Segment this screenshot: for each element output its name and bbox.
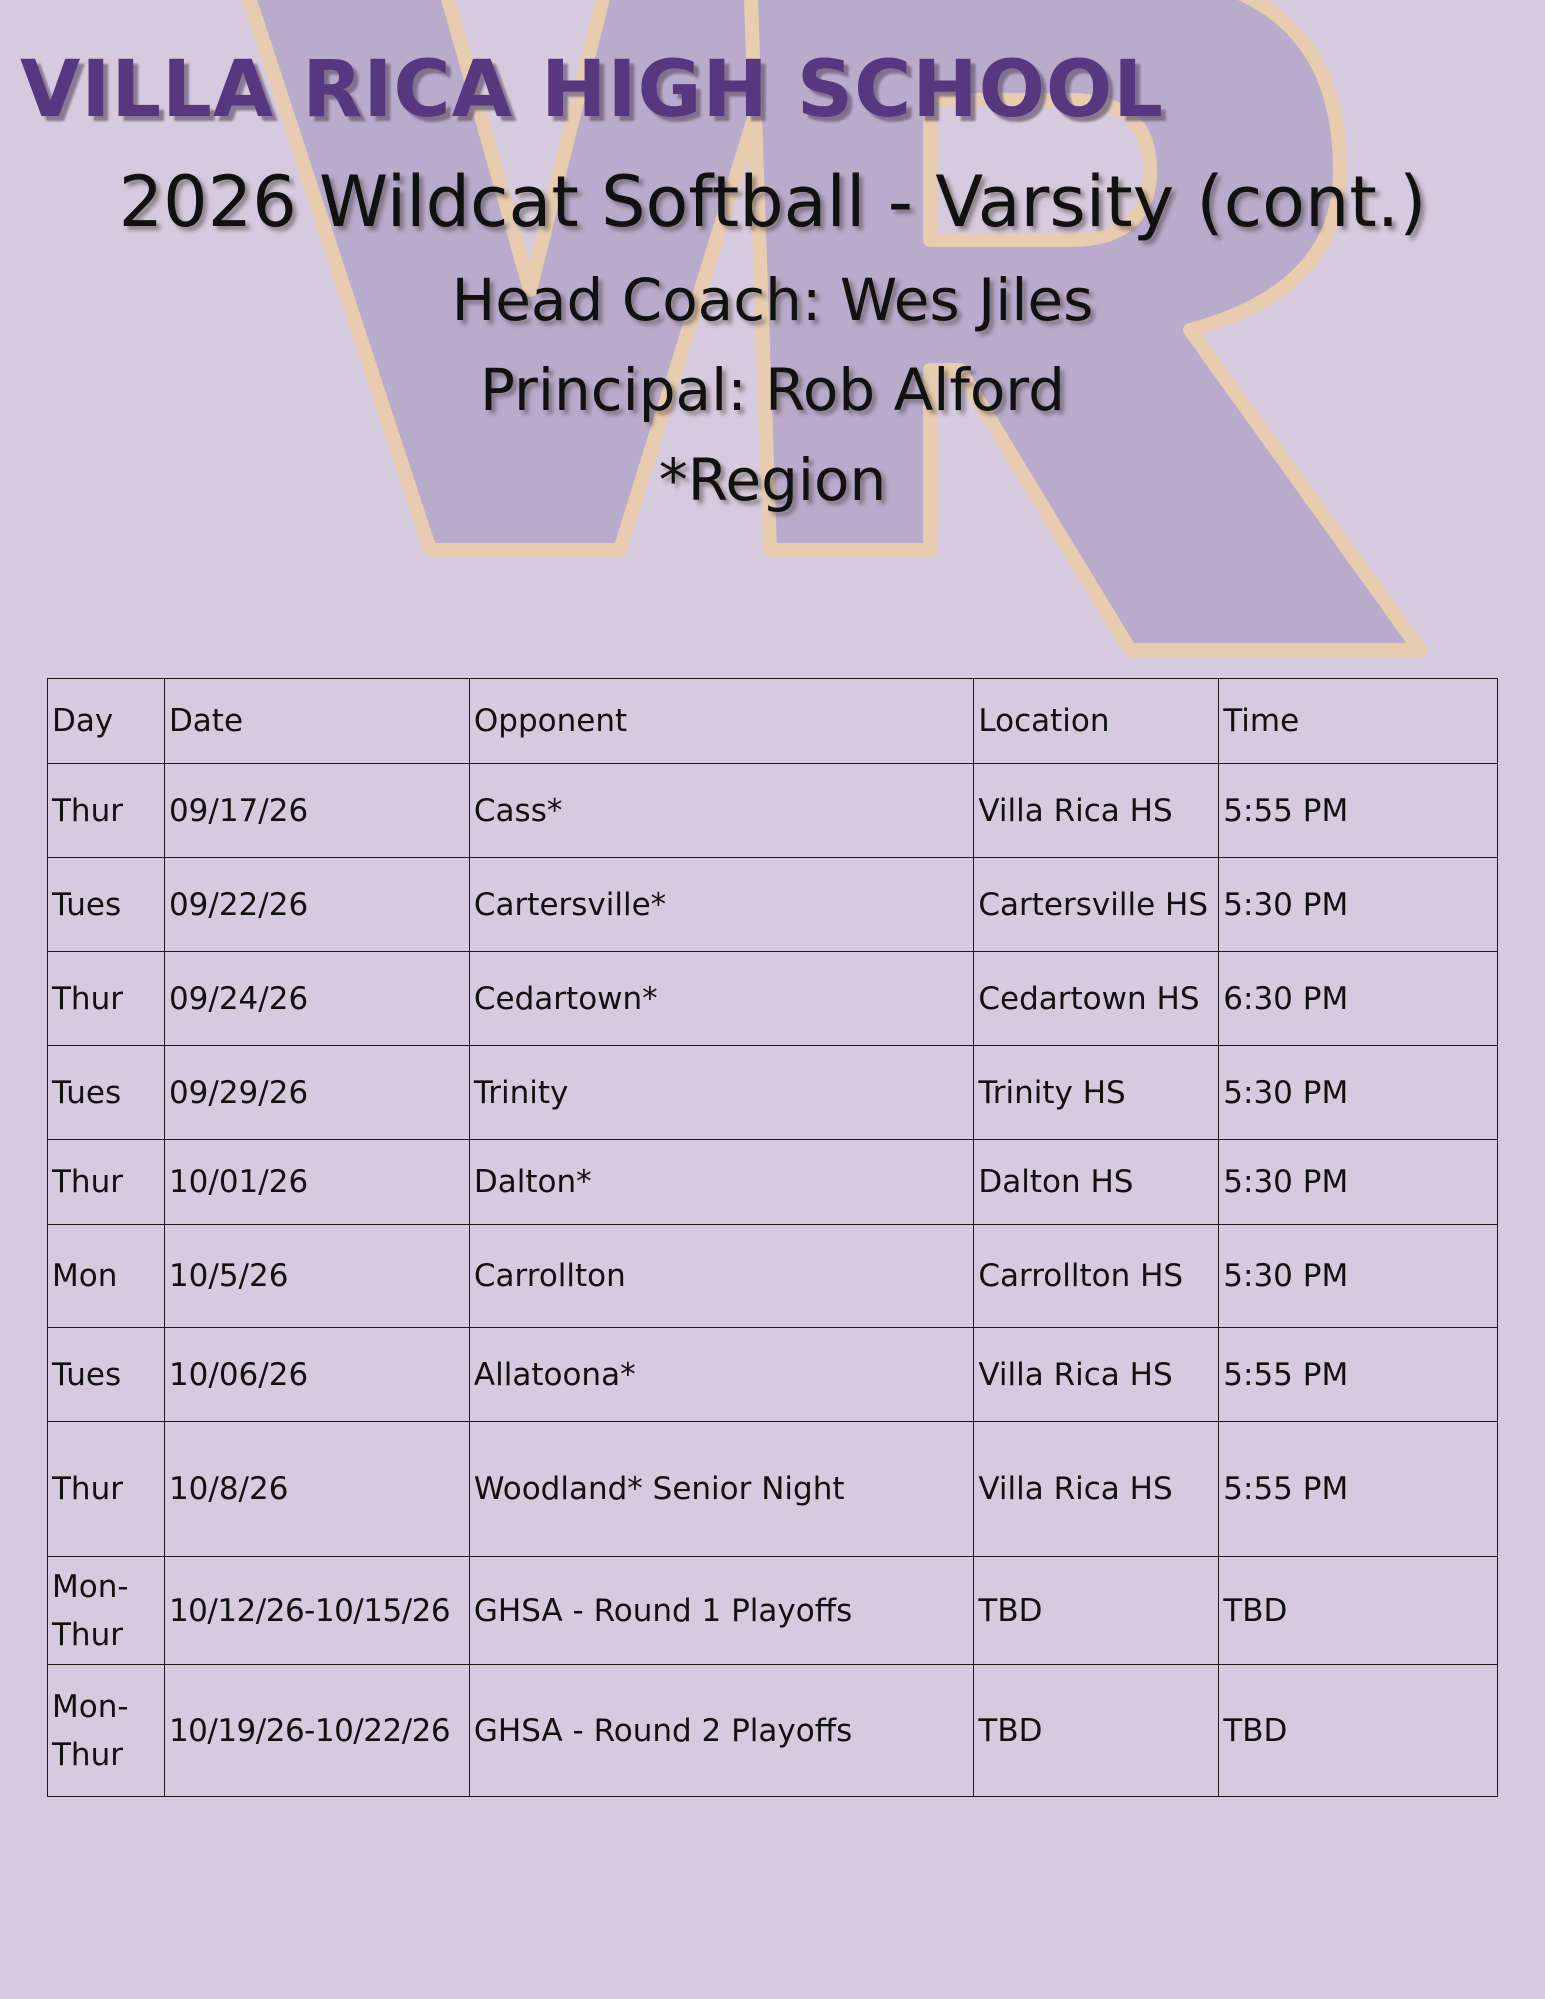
cell-date: 10/5/26 xyxy=(164,1225,469,1328)
cell-location: Carrollton HS xyxy=(974,1225,1219,1328)
region-note: *Region xyxy=(658,446,887,514)
cell-time: 5:30 PM xyxy=(1219,1046,1498,1140)
cell-time: 5:30 PM xyxy=(1219,858,1498,952)
cell-opponent: Cass* xyxy=(469,764,973,858)
cell-opponent: Dalton* xyxy=(469,1140,973,1225)
cell-time: TBD xyxy=(1219,1665,1498,1797)
table-header-row xyxy=(48,679,1498,764)
cell-opponent: GHSA - Round 1 Playoffs xyxy=(469,1557,973,1665)
cell-date: 09/17/26 xyxy=(164,764,469,858)
cell-day: Mon-Thur xyxy=(48,1665,165,1797)
cell-date: 09/29/26 xyxy=(164,1046,469,1140)
cell-location: Dalton HS xyxy=(974,1140,1219,1225)
cell-date: 10/01/26 xyxy=(164,1140,469,1225)
cell-location: Trinity HS xyxy=(974,1046,1219,1140)
table-row xyxy=(48,1557,1498,1665)
cell-opponent: Cedartown* xyxy=(469,952,973,1046)
cell-time: 5:30 PM xyxy=(1219,1225,1498,1328)
cell-date: 10/19/26-10/22/26 xyxy=(164,1665,469,1797)
cell-opponent: Trinity xyxy=(469,1046,973,1140)
cell-day: Thur xyxy=(48,1140,165,1225)
cell-location: Cartersville HS xyxy=(974,858,1219,952)
table-row xyxy=(48,1046,1498,1140)
cell-day: Tues xyxy=(48,1328,165,1422)
header-time: Time xyxy=(1219,679,1498,764)
table-row xyxy=(48,764,1498,858)
cell-day: Tues xyxy=(48,858,165,952)
cell-opponent: Carrollton xyxy=(469,1225,973,1328)
cell-time: 5:30 PM xyxy=(1219,1140,1498,1225)
cell-day: Thur xyxy=(48,764,165,858)
header-day: Day xyxy=(48,679,165,764)
cell-day: Thur xyxy=(48,952,165,1046)
cell-date: 09/22/26 xyxy=(164,858,469,952)
cell-location: TBD xyxy=(974,1665,1219,1797)
cell-date: 10/12/26-10/15/26 xyxy=(164,1557,469,1665)
cell-time: 6:30 PM xyxy=(1219,952,1498,1046)
cell-date: 10/06/26 xyxy=(164,1328,469,1422)
cell-opponent: Cartersville* xyxy=(469,858,973,952)
table-row xyxy=(48,952,1498,1046)
cell-day: Mon-Thur xyxy=(48,1557,165,1665)
cell-day: Mon xyxy=(48,1225,165,1328)
header-opponent: Opponent xyxy=(469,679,973,764)
cell-location: Cedartown HS xyxy=(974,952,1219,1046)
head-coach: Head Coach: Wes Jiles xyxy=(451,266,1094,334)
header-date: Date xyxy=(164,679,469,764)
cell-day: Tues xyxy=(48,1046,165,1140)
principal: Principal: Rob Alford xyxy=(480,356,1065,424)
header-location: Location xyxy=(974,679,1219,764)
cell-date: 10/8/26 xyxy=(164,1422,469,1557)
cell-day: Thur xyxy=(48,1422,165,1557)
table-row xyxy=(48,1328,1498,1422)
cell-time: TBD xyxy=(1219,1557,1498,1665)
school-name: VILLA RICA HIGH SCHOOL xyxy=(20,45,1164,135)
cell-opponent: GHSA - Round 2 Playoffs xyxy=(469,1665,973,1797)
table-row xyxy=(48,1422,1498,1557)
cell-time: 5:55 PM xyxy=(1219,1422,1498,1557)
cell-location: Villa Rica HS xyxy=(974,1328,1219,1422)
schedule-title: 2026 Wildcat Softball - Varsity (cont.) xyxy=(118,161,1427,243)
table-row xyxy=(48,858,1498,952)
cell-date: 09/24/26 xyxy=(164,952,469,1046)
table-row xyxy=(48,1225,1498,1328)
cell-location: Villa Rica HS xyxy=(974,1422,1219,1557)
cell-time: 5:55 PM xyxy=(1219,1328,1498,1422)
cell-opponent: Allatoona* xyxy=(469,1328,973,1422)
schedule-table xyxy=(47,678,1498,1797)
cell-opponent: Woodland* Senior Night xyxy=(469,1422,973,1557)
table-row xyxy=(48,1140,1498,1225)
cell-time: 5:55 PM xyxy=(1219,764,1498,858)
cell-location: Villa Rica HS xyxy=(974,764,1219,858)
cell-location: TBD xyxy=(974,1557,1219,1665)
table-row xyxy=(48,1665,1498,1797)
